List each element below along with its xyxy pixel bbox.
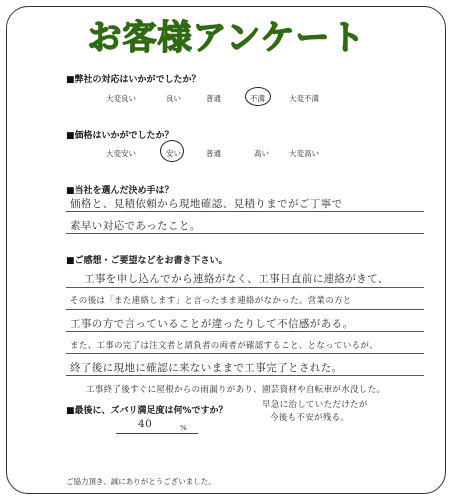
comment-extra-line-2: 今後も不安が残る。 (270, 413, 350, 423)
reason-line-1: 価格と、見積依頼から現地確認、見積りまでがご丁寧で (70, 198, 343, 210)
q1-option-normal: 普通 (206, 94, 221, 103)
q2-option-cheap: 安い (166, 149, 181, 158)
question-service-label: ■弊社の対応はいかがでしたか？ (66, 75, 201, 85)
satisfaction-unit: % (180, 424, 187, 432)
q2-option-very-cheap: 大変安い (106, 149, 136, 158)
footer-thanks: ご協力頂き、誠にありがとうございました。 (66, 477, 216, 486)
comment-line-1: 工事を申し込んでから連絡がなく、工事日直前に連絡がきて、 (84, 273, 389, 285)
q2-option-very-expensive: 大変高い (289, 149, 319, 158)
answer-line (66, 309, 424, 310)
question-reason-label: ■当社を選んだ決め手は？ (66, 186, 174, 196)
question-comments (66, 253, 228, 266)
question-reason (66, 183, 174, 196)
satisfaction-underline (116, 433, 198, 434)
q1-selected-circle (245, 87, 271, 106)
answer-line (66, 287, 424, 288)
answer-line (66, 233, 424, 234)
comment-extra-line-1: 早急に治していただけたが (262, 400, 368, 410)
comment-line-5: 終了後に現地に確認に来ないままで工事完了とされた。 (70, 362, 343, 374)
question-satisfaction (66, 403, 228, 416)
q2-option-expensive: 高い (254, 149, 269, 158)
q1-option-very-dissatisfied: 大変不満 (289, 94, 319, 103)
answer-line (66, 353, 424, 354)
question-comments-label: ■ご感想・ご要望などをお書き下さい。 (66, 256, 228, 266)
q1-option-very-good: 大変良い (106, 94, 136, 103)
satisfaction-value: 40 (138, 418, 153, 430)
answer-line (66, 331, 424, 332)
survey-title: お客様アンケート (87, 18, 366, 58)
question-service (66, 72, 201, 85)
comment-line-6: 工事終了後すぐに屋根からの雨漏りがあり、園芸資材や自転車が水没した。 (86, 385, 386, 395)
comment-line-4: また、工事の完了は注文者と請負者の両者が確認すること、となっているが、 (70, 341, 379, 351)
answer-line (66, 375, 424, 376)
comment-line-2: その後は「また連絡します」と言ったまま連絡がなかった。営業の方と (70, 296, 352, 306)
q1-option-good: 良い (166, 94, 181, 103)
question-price (66, 128, 174, 141)
question-satisfaction-label: ■最後に、ズバリ満足度は何%ですか？ (66, 406, 228, 416)
comment-line-3: 工事の方で言っていることが違ったりして不信感がある。 (70, 318, 354, 330)
answer-line (66, 211, 424, 212)
q2-selected-circle (160, 140, 184, 162)
q1-option-dissatisfied: 不満 (250, 94, 265, 103)
question-price-label: ■価格はいかがでしたか？ (66, 131, 174, 141)
q2-option-normal: 普通 (206, 149, 221, 158)
reason-line-2: 素早い対応であったこと。 (70, 220, 201, 232)
